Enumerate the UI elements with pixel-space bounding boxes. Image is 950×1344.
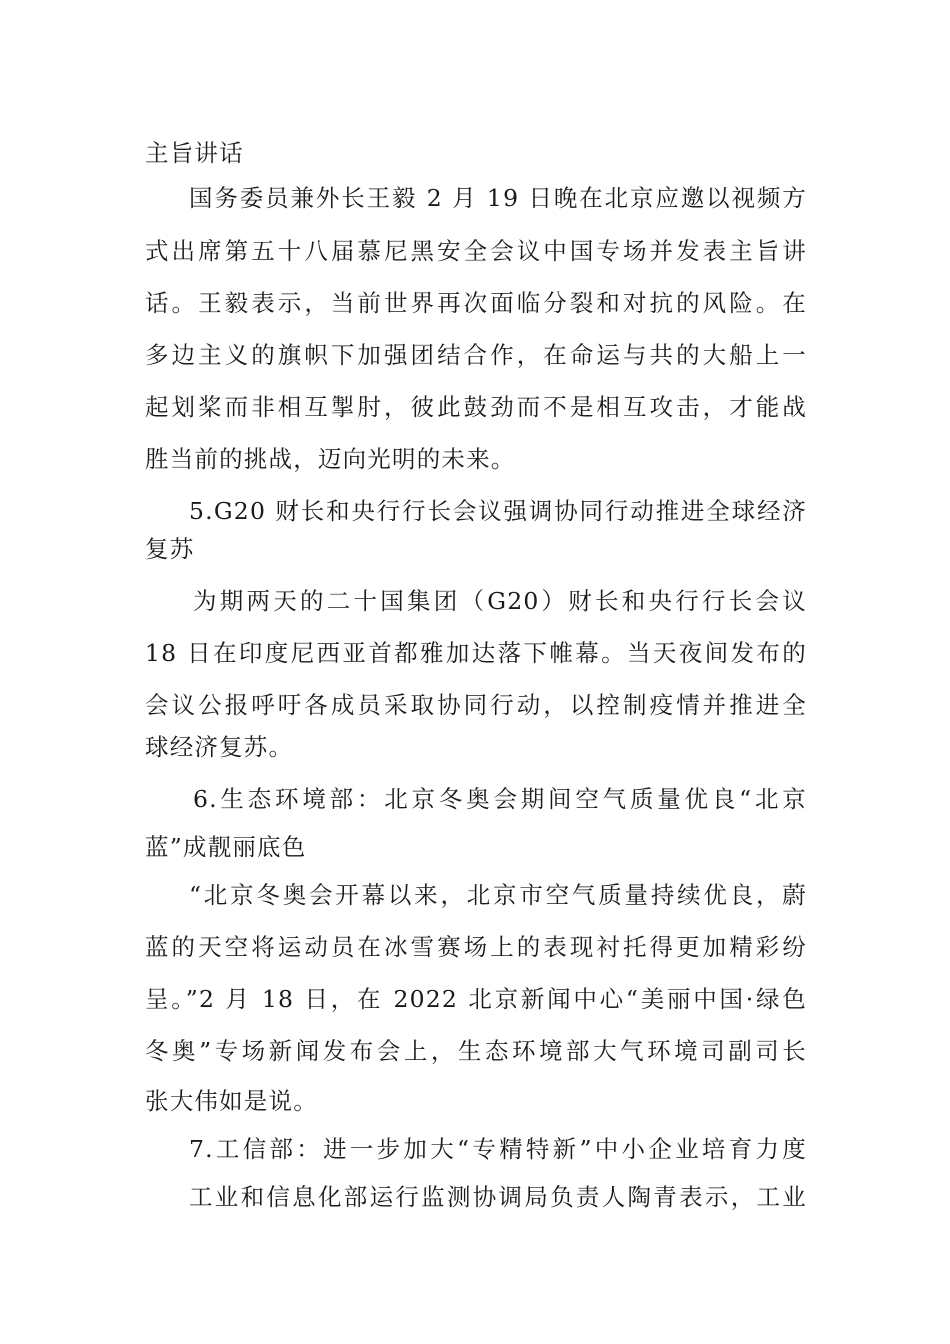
paragraph-line: 为期两天的二十国集团（G20）财长和央行行长会议: [193, 587, 807, 615]
section-heading: 蓝”成靓丽底色: [145, 833, 307, 861]
section-heading: 6.生态环境部：北京冬奥会期间空气质量优良“北京: [193, 785, 807, 813]
paragraph-line: 18 日在印度尼西亚首都雅加达落下帷幕。当天夜间发布的: [145, 639, 807, 667]
section-heading: 复苏: [145, 535, 195, 563]
paragraph-line: 多边主义的旗帜下加强团结合作，在命运与共的大船上一: [145, 341, 807, 369]
paragraph-line: “北京冬奥会开幕以来，北京市空气质量持续优良，蔚: [189, 881, 807, 909]
paragraph-line: 呈。”2 月 18 日，在 2022 北京新闻中心“美丽中国·绿色: [145, 985, 807, 1013]
paragraph-line: 主旨讲话: [145, 139, 244, 167]
paragraph-line: 话。王毅表示，当前世界再次面临分裂和对抗的风险。在: [145, 289, 807, 317]
paragraph-line: 起划桨而非相互掣肘，彼此鼓劲而不是相互攻击，才能战: [145, 393, 807, 421]
paragraph-line: 国务委员兼外长王毅 2 月 19 日晚在北京应邀以视频方: [189, 184, 807, 212]
section-heading: 5.G20 财长和央行行长会议强调协同行动推进全球经济: [189, 497, 807, 525]
paragraph-line: 胜当前的挑战，迈向光明的未来。: [145, 445, 516, 473]
paragraph-line: 会议公报呼吁各成员采取协同行动，以控制疫情并推进全: [145, 691, 807, 719]
paragraph-line: 蓝的天空将运动员在冰雪赛场上的表现衬托得更加精彩纷: [145, 933, 807, 961]
paragraph-line: 冬奥”专场新闻发布会上，生态环境部大气环境司副司长: [145, 1037, 807, 1065]
section-heading: 7.工信部：进一步加大“专精特新”中小企业培育力度: [189, 1135, 807, 1163]
paragraph-line: 式出席第五十八届慕尼黑安全会议中国专场并发表主旨讲: [145, 237, 807, 265]
paragraph-line: 张大伟如是说。: [145, 1087, 318, 1115]
paragraph-line: 工业和信息化部运行监测协调局负责人陶青表示，工业: [189, 1183, 807, 1211]
paragraph-line: 球经济复苏。: [145, 733, 294, 761]
